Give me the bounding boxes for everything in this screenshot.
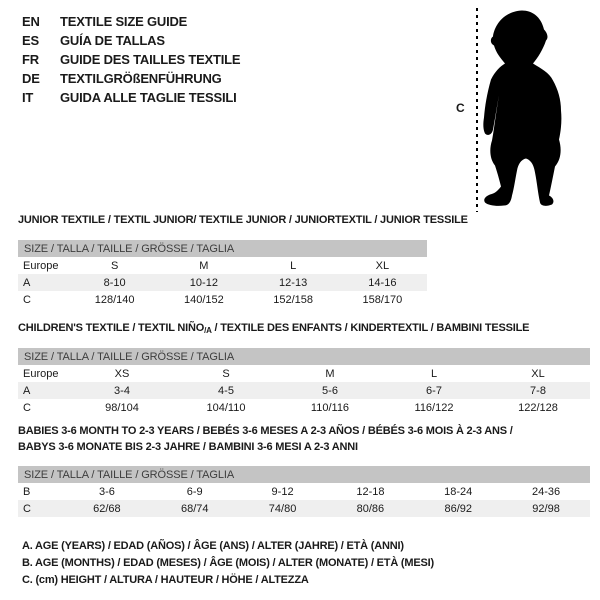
size-cell: 18-24 (444, 485, 473, 498)
size-cell: 7-8 (530, 384, 546, 397)
baby-silhouette-image (482, 6, 572, 209)
row-label: C (23, 401, 31, 414)
children-title-prefix: CHILDREN'S TEXTILE / TEXTIL NIÑO (18, 322, 205, 334)
size-cell: L (430, 367, 438, 380)
language-code: ES (22, 33, 39, 48)
size-cell: 140/152 (183, 293, 224, 306)
height-dashed-line (476, 8, 478, 212)
babies-row-c (18, 500, 590, 517)
row-label: A (23, 276, 31, 289)
size-cell: 4-5 (218, 384, 234, 397)
size-cell: 92/98 (532, 502, 560, 515)
size-cell: 14-16 (368, 276, 397, 289)
size-cell: 110/116 (310, 401, 350, 414)
size-cell: 62/68 (93, 502, 121, 515)
language-label: GUIDA ALLE TAGLIE TESSILI (60, 90, 237, 105)
junior-section-title: JUNIOR TEXTILE / TEXTIL JUNIOR/ TEXTILE JUNIOR / JUNIORTEXTIL / JUNIOR TESSILE (18, 214, 468, 226)
junior-row-a (18, 274, 427, 291)
height-measure-label: C (456, 101, 465, 115)
footnote-age-months: B. AGE (MONTHS) / EDAD (MESES) / ÂGE (MOIS) / ALTER (MONATE) / ETÀ (MESI) (22, 557, 434, 569)
language-code: EN (22, 14, 40, 29)
size-cell: 158/170 (362, 293, 403, 306)
size-cell: 10-12 (189, 276, 218, 289)
size-cell: 8-10 (103, 276, 126, 289)
children-table-size-header: SIZE / TALLA / TAILLE / GRÖSSE / TAGLIA (18, 348, 590, 365)
size-cell: XL (375, 259, 390, 272)
size-cell: S (222, 367, 230, 380)
size-cell: 3-6 (98, 485, 115, 498)
language-label: GUÍA DE TALLAS (60, 33, 165, 48)
language-row-en (22, 12, 240, 31)
language-code: IT (22, 90, 34, 105)
children-section-title (18, 322, 529, 335)
language-label: TEXTILE SIZE GUIDE (60, 14, 188, 29)
junior-table-size-header: SIZE / TALLA / TAILLE / GRÖSSE / TAGLIA (18, 240, 427, 257)
children-row-a (18, 382, 590, 399)
babies-size-table (18, 466, 590, 517)
row-label: C (23, 502, 31, 515)
footnote-height: C. (cm) HEIGHT / ALTURA / HAUTEUR / HÖHE / ALTEZZA (22, 574, 309, 586)
size-cell: 12-13 (279, 276, 308, 289)
footnotes (22, 538, 434, 589)
size-cell: 80/86 (356, 502, 385, 515)
size-cell: 152/158 (273, 293, 313, 306)
size-cell: 6-7 (426, 384, 442, 397)
size-cell: 12-18 (356, 485, 385, 498)
language-row-es (22, 31, 240, 50)
language-row-de (22, 69, 240, 88)
size-cell: S (110, 259, 119, 272)
language-code: FR (22, 52, 39, 67)
children-title-subscript: /A (204, 326, 212, 335)
size-cell: 98/104 (105, 401, 139, 414)
size-cell: XL (531, 367, 545, 380)
size-cell: 6-9 (186, 485, 203, 498)
size-cell: 3-4 (114, 384, 130, 397)
language-code: DE (22, 71, 40, 86)
size-cell: 128/140 (94, 293, 135, 306)
babies-section-title (18, 423, 590, 455)
size-cell: 5-6 (322, 384, 338, 397)
size-cell: 104/110 (206, 401, 246, 414)
junior-row-europe (18, 257, 427, 274)
size-cell: 9-12 (271, 485, 294, 498)
size-cell: XS (114, 367, 130, 380)
language-row-fr (22, 50, 240, 69)
size-cell: L (290, 259, 297, 272)
size-cell: 86/92 (444, 502, 472, 515)
language-label: TEXTILGRÖßENFÜHRUNG (60, 71, 222, 86)
row-label: Europe (23, 367, 59, 380)
children-size-table (18, 348, 590, 416)
junior-row-c (18, 291, 427, 308)
babies-title-line2: BABYS 3-6 MONATE BIS 2-3 JAHRE / BAMBINI 3-6 MESI A 2-3 ANNI (18, 441, 358, 453)
row-label: A (23, 384, 31, 397)
row-label: C (23, 293, 31, 306)
language-list (22, 12, 240, 107)
row-label: Europe (23, 259, 59, 272)
size-cell: 74/80 (268, 502, 297, 515)
babies-title-line1: BABIES 3-6 MONTH TO 2-3 YEARS / BEBÉS 3-6 MESES A 2-3 AÑOS / BÉBÉS 3-6 MOIS À 2-3 ANS / (18, 425, 513, 437)
babies-table-size-header: SIZE / TALLA / TAILLE / GRÖSSE / TAGLIA (18, 466, 590, 483)
size-cell: 68/74 (180, 502, 209, 515)
size-cell: 24-36 (531, 485, 561, 498)
row-label: B (23, 485, 31, 498)
size-cell: 116/122 (414, 401, 454, 414)
children-title-suffix: / TEXTILE DES ENFANTS / KINDERTEXTIL / BAMBINI TESSILE (211, 322, 530, 334)
size-cell: M (199, 259, 209, 272)
size-cell: 122/128 (518, 401, 558, 414)
size-cell: M (325, 367, 335, 380)
children-row-c (18, 399, 590, 416)
junior-size-table (18, 240, 427, 308)
children-row-europe (18, 365, 590, 382)
language-row-it (22, 88, 240, 107)
language-label: GUIDE DES TAILLES TEXTILE (60, 52, 241, 67)
footnote-age-years: A. AGE (YEARS) / EDAD (AÑOS) / ÂGE (ANS) / ALTER (JAHRE) / ETÀ (ANNI) (22, 540, 404, 552)
babies-row-b (18, 483, 590, 500)
